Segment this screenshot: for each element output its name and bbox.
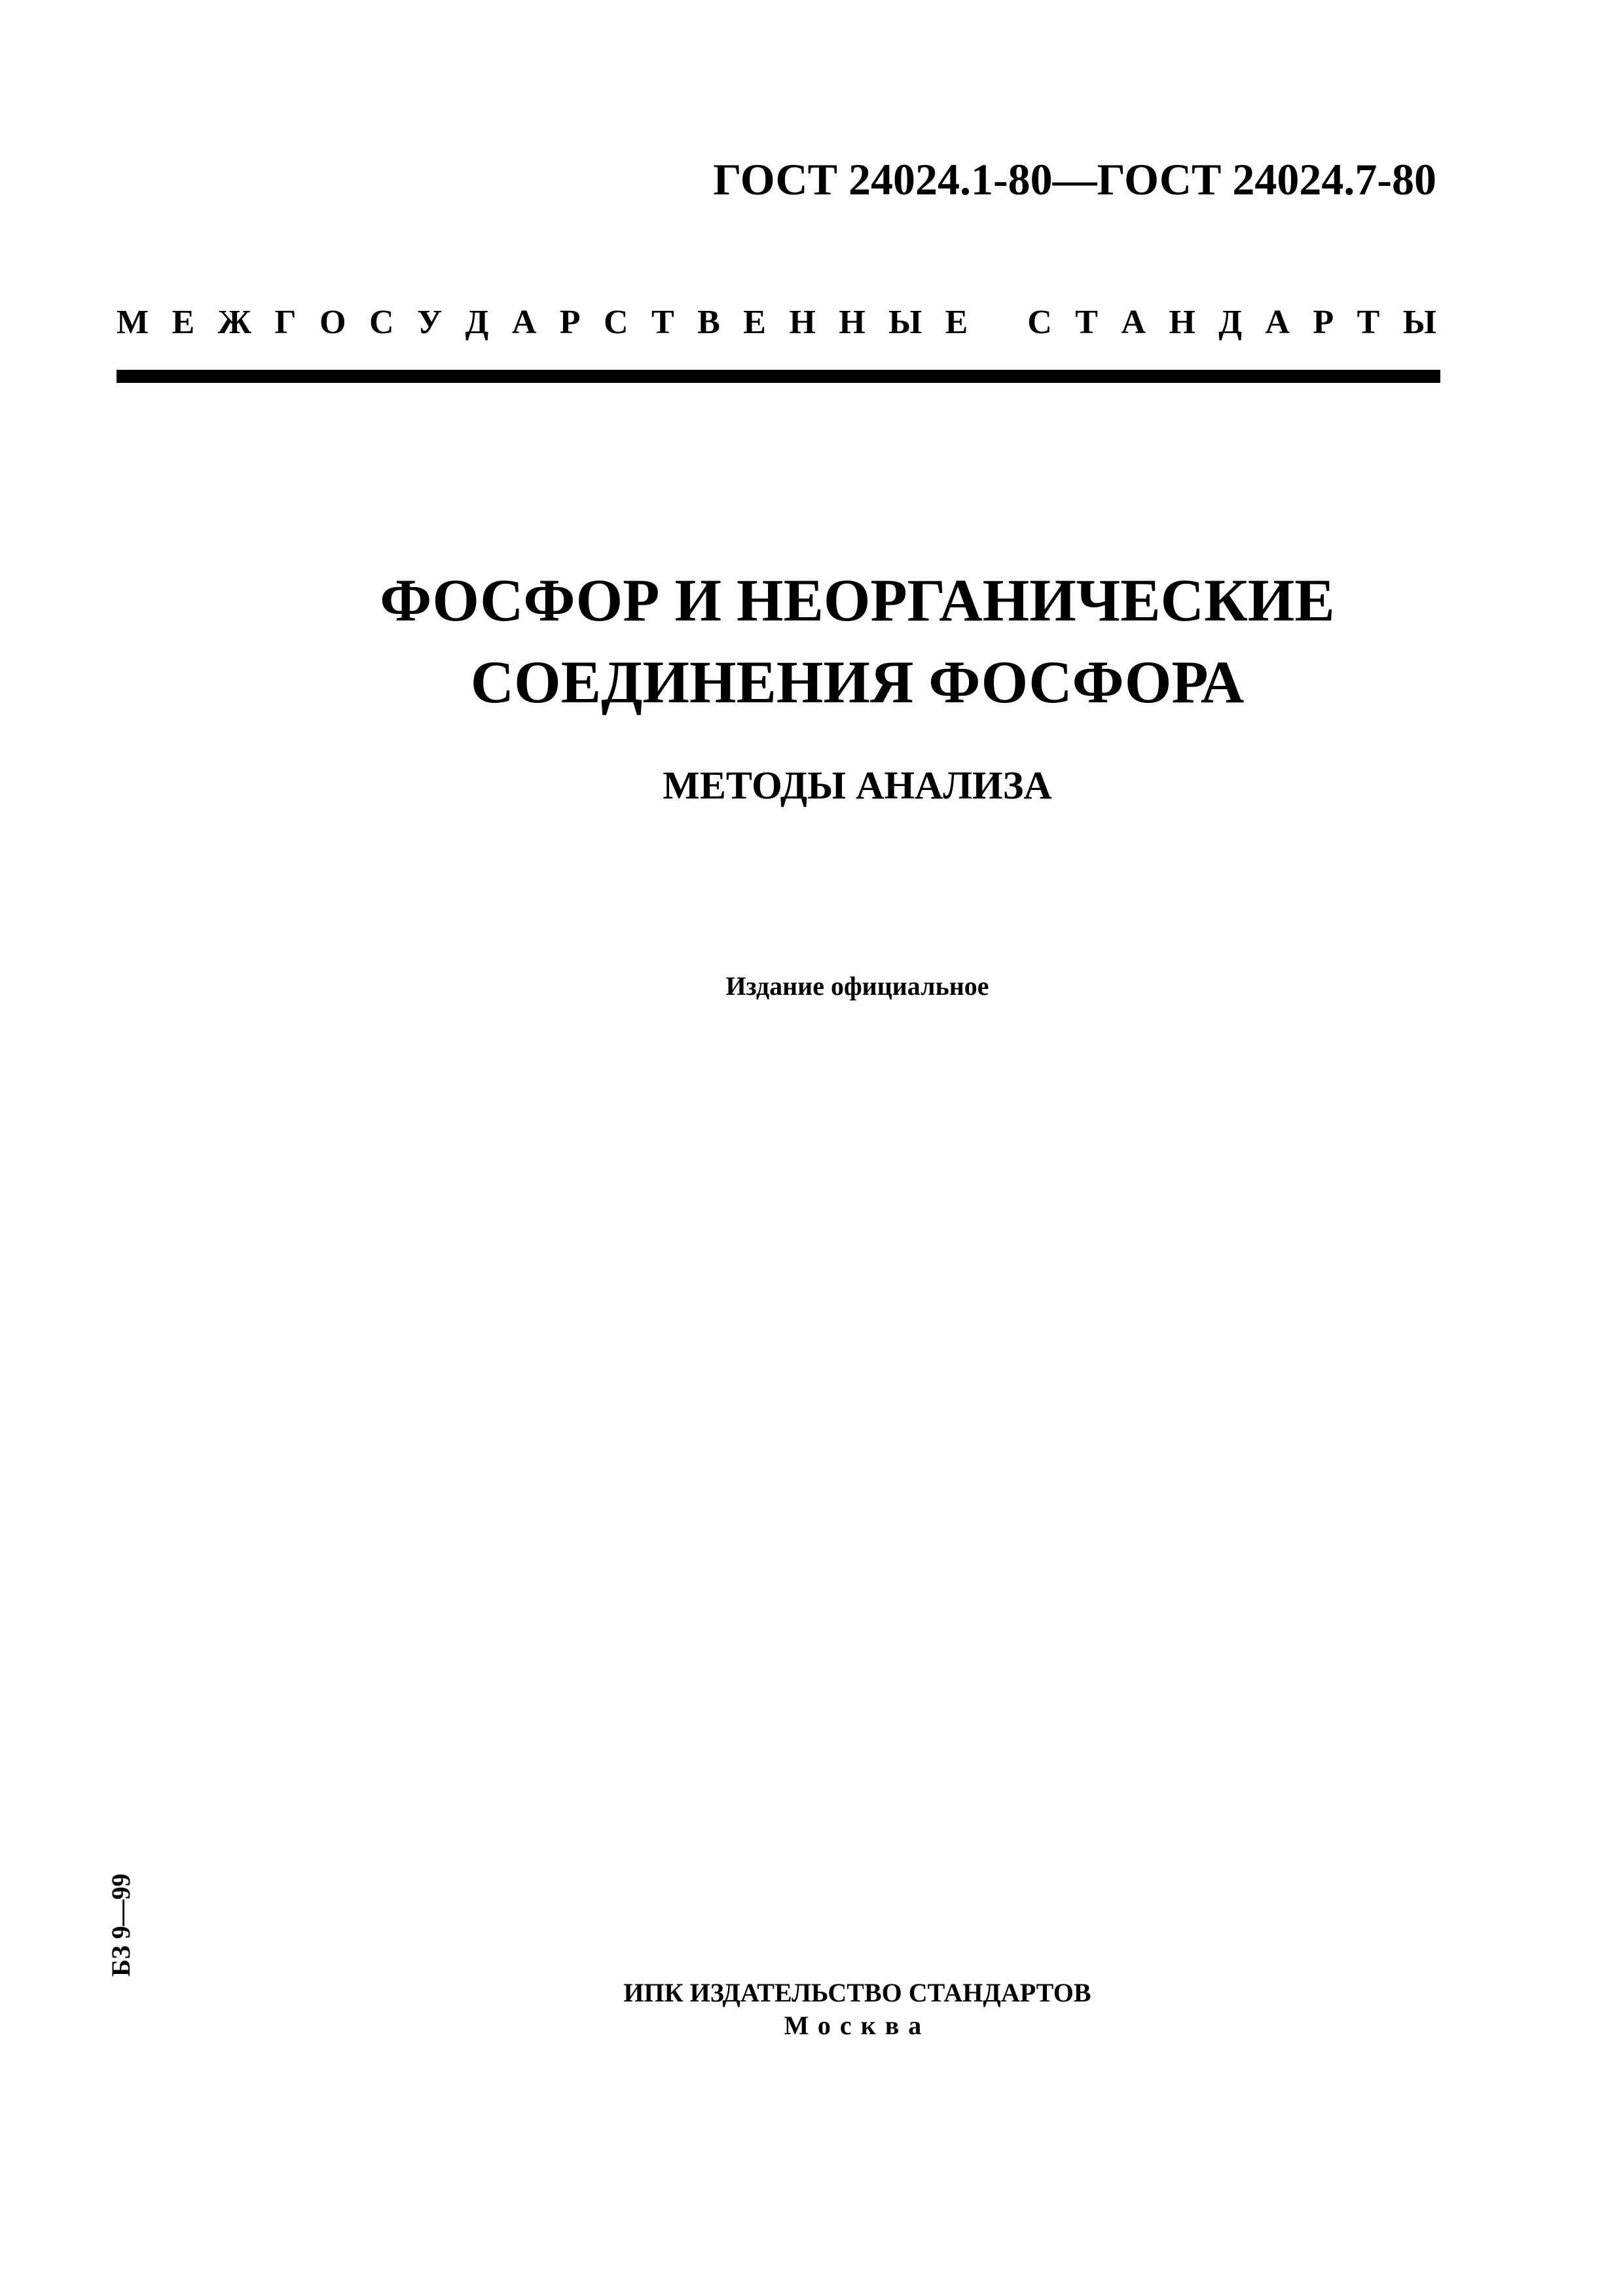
series-letter: Ж xyxy=(217,304,252,341)
series-letter: Т xyxy=(1357,304,1380,341)
series-letter: О xyxy=(319,304,346,341)
series-letter: Е xyxy=(945,304,968,341)
series-letter: С xyxy=(369,304,394,341)
series-letter: С xyxy=(1027,304,1052,341)
main-title-line-1: ФОСФОР И НЕОРГАНИЧЕСКИЕ xyxy=(380,567,1335,634)
series-word-gap xyxy=(991,306,1004,340)
series-letter: Е xyxy=(172,304,195,341)
main-title-line-2: СОЕДИНЕНИЯ ФОСФОРА xyxy=(470,649,1245,715)
series-letter: А xyxy=(1265,304,1290,341)
header-rule xyxy=(117,370,1440,383)
side-code: БЗ 9—99 xyxy=(106,1873,136,1977)
series-letter: Ы xyxy=(888,304,922,341)
series-letter: Д xyxy=(465,304,489,341)
main-title xyxy=(0,560,1623,723)
series-letter: Н xyxy=(1169,304,1195,341)
series-letter: С xyxy=(603,304,629,341)
series-letter: Т xyxy=(1075,304,1098,341)
publisher-name: ИПК ИЗДАТЕЛЬСТВО СТАНДАРТОВ xyxy=(623,1978,1091,2007)
series-letter: Р xyxy=(559,304,581,341)
series-letter: Е xyxy=(743,304,766,341)
series-letter: В xyxy=(697,304,720,341)
series-letter: Т xyxy=(651,304,674,341)
series-letter: Д xyxy=(1218,304,1242,341)
series-header xyxy=(117,306,1436,340)
publisher-city: Москва xyxy=(784,2011,931,2040)
series-letter: Н xyxy=(839,304,866,341)
series-letter: Р xyxy=(1313,304,1334,341)
subtitle: МЕТОДЫ АНАЛИЗА xyxy=(663,764,1052,807)
publisher xyxy=(0,1977,1623,2042)
document-number: ГОСТ 24024.1-80—ГОСТ 24024.7-80 xyxy=(713,154,1436,204)
series-letter: А xyxy=(1121,304,1146,341)
edition-note: Издание официальное xyxy=(725,971,989,1001)
series-letter: А xyxy=(511,304,537,341)
series-letter: Г xyxy=(274,304,297,341)
series-letter: У xyxy=(416,304,443,341)
series-letter: Н xyxy=(789,304,816,341)
series-letter: Ы xyxy=(1402,304,1436,341)
series-letter: М xyxy=(117,304,149,341)
